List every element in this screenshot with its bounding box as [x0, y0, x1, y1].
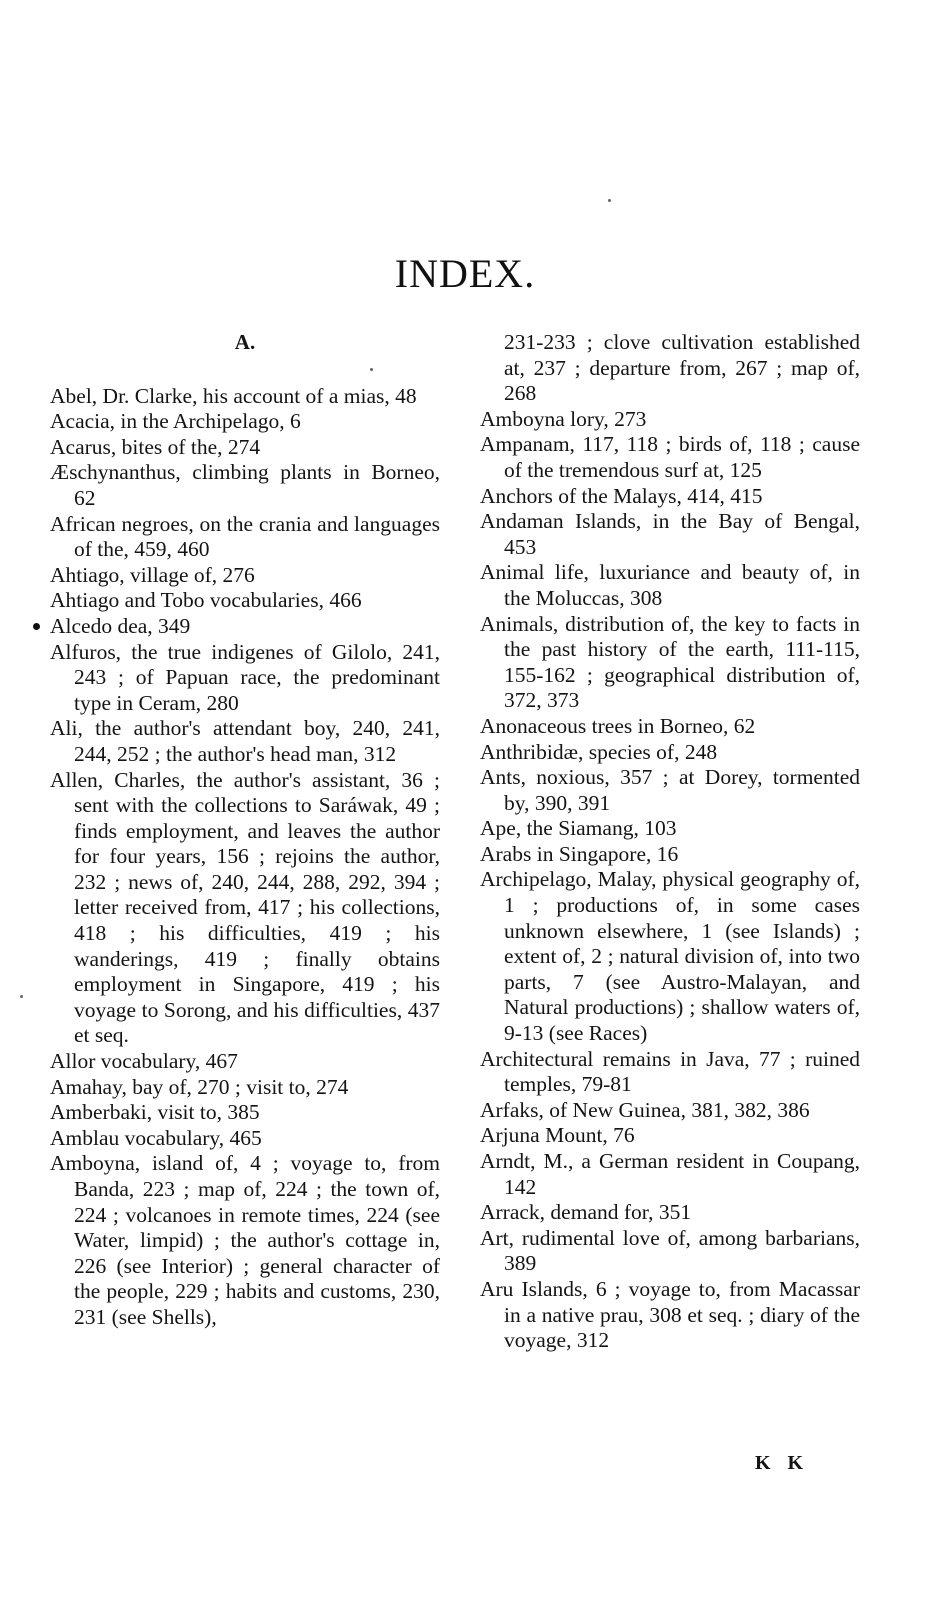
page-title: INDEX. [394, 251, 536, 296]
index-entry: Alcedo dea, 349 [50, 613, 191, 638]
index-entry: Ahtiago, village of, 276 [50, 562, 255, 587]
index-entry: Amblau vocabulary, 465 [50, 1125, 262, 1150]
right-index-column [480, 330, 860, 1354]
signature-mark: K K [755, 1452, 810, 1474]
index-entry: Arrack, demand for, 351 [480, 1200, 692, 1225]
index-entry: Animals, distribution of, the key to facts in the past history of the earth, 111-115, 155-162 ; geographical distribution of, 372, 373 [480, 611, 860, 713]
index-entry: Alfuros, the true indigenes of Gilolo, 241, 243 ; of Papuan race, the predominant type in Ceram, 280 [50, 639, 440, 715]
index-entry: Arabs in Singapore, 16 [480, 841, 679, 866]
index-entry: Art, rudimental love of, among barbarians, 389 [480, 1225, 860, 1276]
right-entry-list [480, 407, 860, 1354]
index-entry: Ape, the Siamang, 103 [480, 816, 677, 841]
index-entry: Amahay, bay of, 270 ; visit to, 274 [50, 1074, 349, 1099]
index-entry: Animal life, luxuriance and beauty of, in the Moluccas, 308 [480, 560, 860, 610]
index-entry: Anthribidæ, species of, 248 [480, 739, 718, 764]
index-entry: Anchors of the Malays, 414, 415 [480, 483, 763, 508]
index-entry: Acarus, bites of the, 274 [50, 434, 261, 459]
index-entry: Ants, noxious, 357 ; at Dorey, tormented by, 390, 391 [480, 765, 860, 815]
index-entry: Abel, Dr. Clarke, his account of a mias, 48 [50, 383, 417, 408]
index-entry: Allen, Charles, the author's assistant, 36 ; sent with the collections to Saráwak, 49 ; finds employment, and leaves the author for four years, 156 ; rejoins the author, 232 ; news of, 240, 244, 288, 292, 394 ; letter received from, 417 ; his collections, 418 ; his difficulties, 419 ; his wanderings, 419 ; finally obtains employment in Singapore, 419 ; his voyage to Sorong, and his difficulties, 437 et seq. [50, 767, 440, 1048]
index-entry: Acacia, in the Archipelago, 6 [50, 409, 301, 434]
index-entry-continuation: 231-233 ; clove cultivation established at, 237 ; departure from, 267 ; map of, 268 [504, 330, 860, 406]
print-speck [608, 199, 611, 202]
index-entry: Archipelago, Malay, physical geography of, 1 ; productions of, in some cases unknown elsewhere, 1 (see Islands) ; extent of, 2 ; natural division of, into two parts, 7 (see Austro-Malayan, and Natural productions) ; shallow waters of, 9-13 (see Races) [480, 867, 860, 1046]
index-entry: Amboyna, island of, 4 ; voyage to, from Banda, 223 ; map of, 224 ; the town of, 224 ; volcanoes in remote times, 224 (see Water, limpid) ; the author's cottage in, 226 (see Interior) ; general character of the people, 229 ; habits and customs, 230, 231 (see Shells), [50, 1151, 440, 1329]
index-entry: Aru Islands, 6 ; voyage to, from Macassar in a native prau, 308 et seq. ; diary of the voyage, 312 [480, 1276, 860, 1353]
section-letter: A. [234, 330, 256, 354]
index-entry: Ali, the author's attendant boy, 240, 241, 244, 252 ; the author's head man, 312 [50, 716, 440, 766]
index-entry: Arndt, M., a German resident in Coupang, 142 [480, 1149, 860, 1199]
index-entry: Anonaceous trees in Borneo, 62 [480, 713, 756, 738]
margin-bullet-mark [33, 623, 40, 630]
index-entry: Amberbaki, visit to, 385 [50, 1100, 260, 1125]
index-entry: Æschynanthus, climbing plants in Borneo, 62 [50, 460, 440, 510]
index-entry: Ampanam, 117, 118 ; birds of, 118 ; cause of the tremendous surf at, 125 [480, 432, 860, 482]
left-entry-list [50, 384, 440, 1331]
index-entry: Andaman Islands, in the Bay of Bengal, 453 [480, 509, 860, 559]
index-entry: Architectural remains in Java, 77 ; ruined temples, 79-81 [480, 1046, 860, 1097]
print-speck [20, 995, 23, 998]
index-entry: Allor vocabulary, 467 [50, 1049, 238, 1074]
index-entry: Arjuna Mount, 76 [480, 1123, 635, 1148]
index-entry: African negroes, on the crania and languages of the, 459, 460 [50, 511, 440, 562]
index-entry: Amboyna lory, 273 [480, 406, 647, 431]
index-entry: Ahtiago and Tobo vocabularies, 466 [50, 588, 362, 613]
left-index-column [50, 330, 440, 1331]
index-entry: Arfaks, of New Guinea, 381, 382, 386 [480, 1097, 810, 1122]
